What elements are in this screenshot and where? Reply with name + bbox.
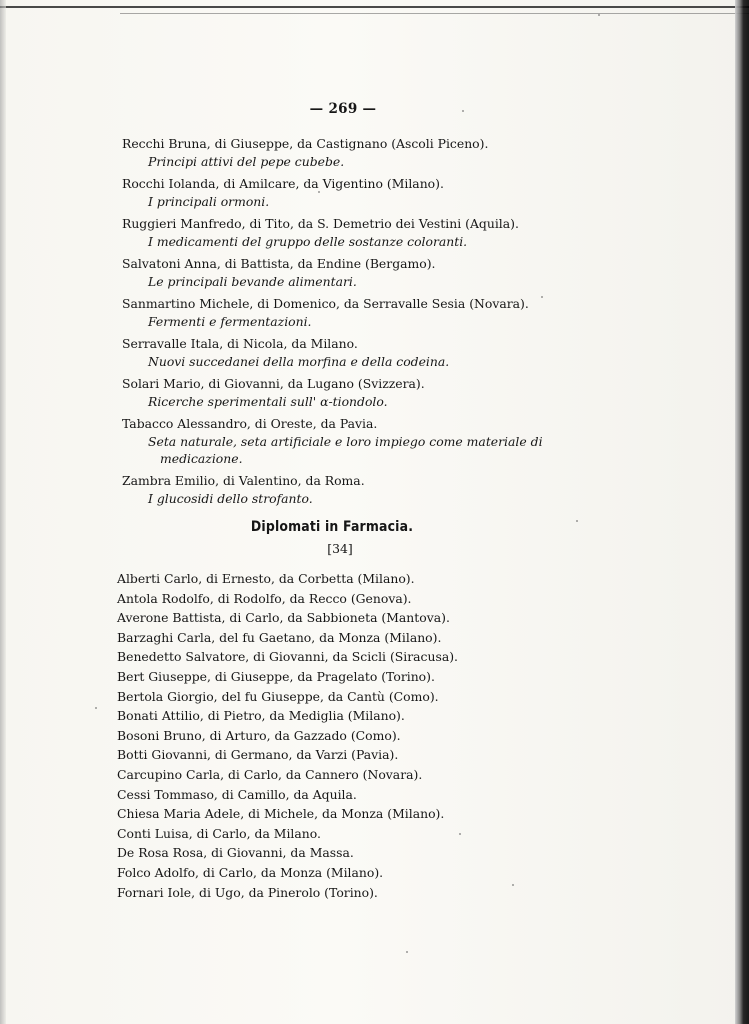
- list-item: [122, 215, 582, 250]
- thesis-title-continuation: medicazione.: [160, 451, 243, 466]
- graduate-name: Sanmartino Michele, di Domenico, da Serravalle Sesia (Novara).: [122, 296, 529, 311]
- graduate-name: Serravalle Itala, di Nicola, da Milano.: [122, 336, 358, 351]
- diplomati-list: [117, 569, 597, 902]
- graduate-name: Zambra Emilio, di Valentino, da Roma.: [122, 473, 365, 488]
- list-item: [122, 135, 582, 170]
- list-item: Botti Giovanni, di Germano, da Varzi (Pavia).: [117, 747, 399, 763]
- list-item: [122, 375, 582, 410]
- list-item: Antola Rodolfo, di Rodolfo, da Recco (Genova).: [117, 590, 412, 606]
- list-item: [122, 255, 582, 290]
- list-item: Barzaghi Carla, del fu Gaetano, da Monza (Milano).: [117, 629, 442, 645]
- list-item: [122, 335, 582, 370]
- thesis-title: I glucosidi dello strofanto.: [148, 491, 313, 506]
- scan-speck: [462, 110, 464, 112]
- thesis-title: Fermenti e fermentazioni.: [148, 314, 312, 329]
- top-border-line-secondary: [120, 13, 749, 14]
- scan-speck: [598, 14, 600, 16]
- thesis-title: I principali ormoni.: [148, 194, 270, 209]
- list-item: Folco Adolfo, di Carlo, da Monza (Milano).: [117, 864, 384, 880]
- graduate-name: Recchi Bruna, di Giuseppe, da Castignano (Ascoli Piceno).: [122, 136, 489, 151]
- list-item: [122, 295, 582, 330]
- page-number: — 269 —: [309, 101, 377, 117]
- scan-speck: [541, 296, 543, 298]
- list-item: Bosoni Bruno, di Arturo, da Gazzado (Como).: [117, 727, 401, 743]
- thesis-title: Principi attivi del pepe cubebe.: [148, 154, 345, 169]
- scan-speck: [95, 707, 97, 709]
- list-item: Conti Luisa, di Carlo, da Milano.: [117, 825, 321, 841]
- scan-speck: [318, 191, 320, 193]
- list-item: Averone Battista, di Carlo, da Sabbioneta (Mantova).: [117, 610, 450, 626]
- graduate-name: Rocchi Iolanda, di Amilcare, da Vigentino (Milano).: [122, 176, 444, 191]
- list-item: [122, 472, 582, 507]
- left-page-edge: [0, 0, 6, 1024]
- scan-speck: [576, 520, 578, 522]
- section-heading: Diplomati in Farmacia.: [250, 519, 414, 535]
- thesis-title: Nuovi succedanei della morfina e della codeina.: [148, 354, 450, 369]
- scan-speck: [512, 884, 514, 886]
- scan-speck: [459, 833, 461, 835]
- list-item: Cessi Tommaso, di Camillo, da Aquila.: [117, 786, 357, 802]
- thesis-title: Seta naturale, seta artificiale e loro impiego come materiale di: [148, 434, 543, 449]
- list-item: Bonati Attilio, di Pietro, da Mediglia (Milano).: [117, 708, 405, 724]
- list-item: [122, 415, 582, 467]
- list-item: Bert Giuseppe, di Giuseppe, da Pragelato (Torino).: [117, 668, 435, 684]
- list-item: De Rosa Rosa, di Giovanni, da Massa.: [117, 845, 354, 861]
- list-item: [122, 175, 582, 210]
- right-page-edge: [735, 0, 749, 1024]
- graduate-name: Ruggieri Manfredo, di Tito, da S. Demetrio dei Vestini (Aquila).: [122, 216, 519, 231]
- graduate-name: Solari Mario, di Giovanni, da Lugano (Svizzera).: [122, 376, 425, 391]
- list-item: Alberti Carlo, di Ernesto, da Corbetta (Milano).: [117, 571, 415, 586]
- thesis-title-block: [122, 433, 578, 467]
- top-border-line: [0, 6, 749, 8]
- graduate-name: Tabacco Alessandro, di Oreste, da Pavia.: [122, 416, 378, 431]
- list-item: Carcupino Carla, di Carlo, da Cannero (Novara).: [117, 766, 423, 782]
- thesis-title: Ricerche sperimentali sull' α-tiondolo.: [148, 394, 388, 409]
- scan-speck: [406, 951, 408, 953]
- graduate-name: Salvatoni Anna, di Battista, da Endine (Bergamo).: [122, 256, 436, 271]
- list-item: Chiesa Maria Adele, di Michele, da Monza (Milano).: [117, 806, 445, 822]
- thesis-entries-list: [122, 135, 582, 512]
- list-item: Bertola Giorgio, del fu Giuseppe, da Cantù (Como).: [117, 688, 439, 704]
- list-item: Benedetto Salvatore, di Giovanni, da Scicli (Siracusa).: [117, 649, 458, 665]
- section-count: [34]: [327, 541, 353, 556]
- list-item: Fornari Iole, di Ugo, da Pinerolo (Torino).: [117, 884, 378, 900]
- thesis-title: Le principali bevande alimentari.: [148, 274, 357, 289]
- thesis-title: I medicamenti del gruppo delle sostanze coloranti.: [148, 234, 468, 249]
